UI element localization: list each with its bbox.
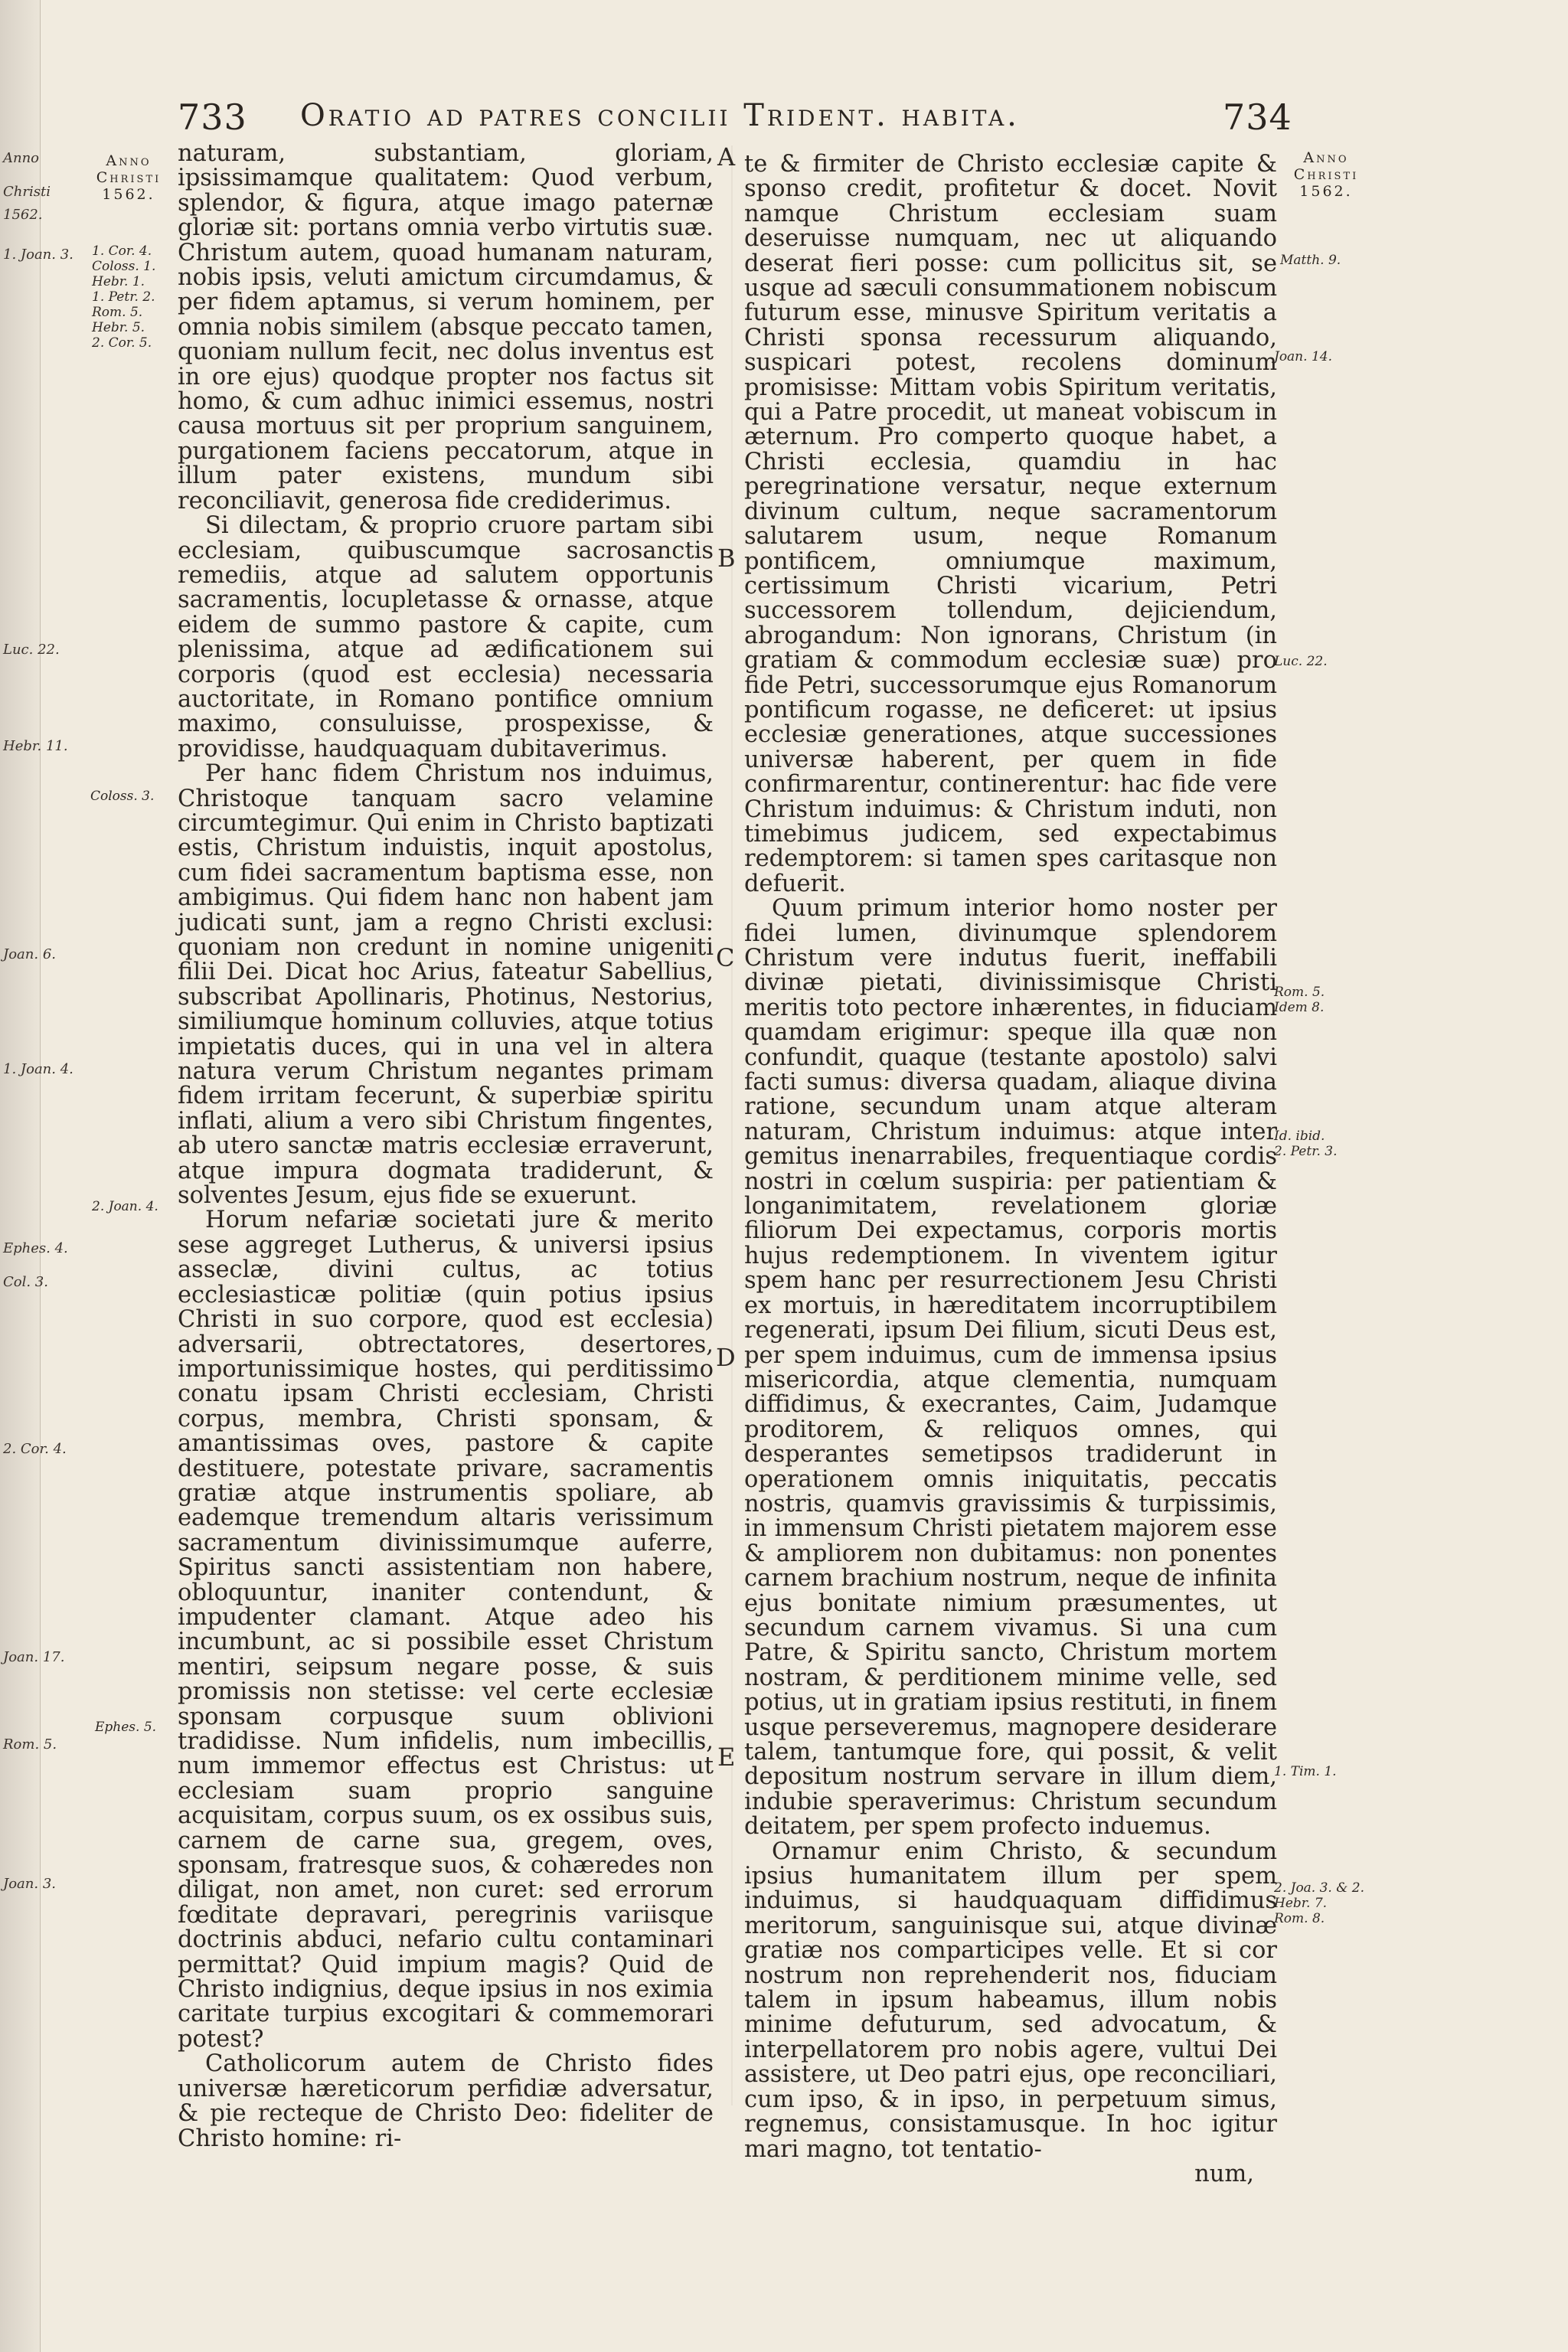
paragraph: Si dilectam, & proprio cruore partam sibi ecclesiam, quibuscumque sacrosanctis remediis, atque ad salutem opportunis sacramentis, locupletasse & ornasse, atque eidem de summo pastore & capite, cum plenissima, atque ad ædificationem sui corporis (quod est ecclesia) necessaria auctoritate, in Romano pontifice omnium maximo, consuluisse, prospexisse, & providisse, haudquaquam dubitaverimus. [178,512,714,763]
page-number-left: 733 [178,96,247,138]
prev-page-fragment: 1562. [3,207,43,223]
margin-note-right: Id. ibid. 2. Petr. 3. [1274,1129,1338,1159]
prev-page-fragment: Luc. 22. [3,642,60,658]
section-letter-d: D [716,1343,736,1372]
prev-page-fragment: Christi [3,184,51,200]
christi-label: Christi [1293,165,1359,183]
margin-note-right: Luc. 22. [1274,654,1328,669]
prev-page-fragment: Rom. 5. [3,1736,57,1753]
page-number-right: 734 [1223,96,1292,138]
prev-page-fragment: 1. Joan. 4. [3,1061,74,1077]
christi-label: Christi [96,168,162,186]
paragraph: Quum primum interior homo noster per fidei lumen, divinumque splendorem Christum vere indutus fuerit, ineffabili divinæ pietati, divinissimisque Christi meritis toto pectore inhærentes, in fiduciam quamdam erigimur: speque illa quæ non confundit, quaque (testante apostolo) salvi facti sumus: diversa quadam, aliaque divina ratione, secundum unam atque alteram naturam, Christum induimus: atque inter gemitus inenarrabiles, frequentiaque cordis nostri in cœlum suspiria: per patientiam & longanimitatem, revelationem gloriæ filiorum Dei expectamus, corporis mortis hujus redemptionem. In viventem igitur spem hanc per resurrectionem Jesu Christi ex mortuis, in hæreditatem incorruptibilem regenerati, ipsum Dei filium, sicuti Deus est, per spem induimus, cum de immensa ipsius misericordia, atque clementia, numquam diffidimus, & execrantes, Caim, Judamque proditorem, & reliquos omnes, qui desperantes semetipsos tradiderunt in operationem omnis iniquitatis, peccatis nostris, quamvis gravissimis & turpissimis, in immensum Christi pietatem majorem esse & ampliorem non dubitamus: non ponentes carnem brachium nostrum, neque de infinita ejus bonitate nimium præsumentes, ut secundum carnem vivamus. Si una cum Patre, & Spiritu sancto, Christum mortem nostram, & perditionem minime velle, sed potius, ut in gratiam ipsius restituti, in finem usque perseveremus, magnopere desiderare talem, tantumque fore, qui possit, & velit depositum nostrum servare in illum diem, indubie speraverimus: Christum secundum deitatem, per spem profecto induemus. [744,895,1277,1841]
margin-note-right: Rom. 5. Idem 8. [1274,985,1325,1015]
margin-note-right: Joan. 14. [1274,349,1332,364]
year-label: 1562. [1299,182,1353,200]
anno-christi-left [83,153,175,204]
paragraph: naturam, substantiam, gloriam, ipsissimamque qualitatem: Quod verbum, splendor, & figura, atque imago paternæ gloriæ sit: portans omnia verbo virtutis suæ. Christum autem, quoad humanam naturam, nobis ipsis, veluti amictum circumdamus, & per fidem aptamus, si verum hominem, per omnia nobis similem (absque peccato tamen, quoniam nullum fecit, nec dolus inventus est in ore ejus) quodque propter nos factus sit homo, & cum adhuc inimici essemus, nostri causa mortuus sit per proprium sanguinem, purgationem faciens peccatorum, atque in illum pater existens, mundum sibi reconciliavit, generosa fide crediderimus. [178,140,714,514]
section-letter-c: C [716,943,735,972]
paragraph: te & firmiter de Christo ecclesiæ capite & sponso credit, profitetur & docet. Novit namque Christum ecclesiam suam deseruisse numquam, nec ut aliquando deserat fieri posse: cum pollicitus sit, se usque ad sæculi consummationem nobiscum futurum esse, minusve Spiritum veritatis a Christi sponsa recessurum aliquando, suspicari potest, recolens dominum promisisse: Mittam vobis Spiritum veritatis, qui a Patre procedit, ut maneat vobiscum in æternum. Pro comperto quoque habet, a Christi ecclesia, quamdiu in hac peregrinatione versatur, neque externum divinum cultum, neque sacramentorum salutarem usum, neque Romanum pontificem, omniumque maximum, certissimum Christi vicarium, Petri successorem tollendum, dejiciendum, abrogandum: Non ignorans, Christum (in gratiam & commodum ecclesiæ suæ) pro fide Petri, successorumque ejus Romanorum pontificum rogasse, ne deficeret: ut ipsius ecclesiæ generationes, atque successiones universæ haberent, per quem in fide confirmarentur, continerentur: hac fide vere Christum induimus: & Christum induti, non timebimus judicem, sed expectabimus redemptorem: si tamen spes caritasque non defuerit. [744,151,1277,897]
running-title: Oratio ad patres concilii Trident. habita. [300,98,1020,133]
right-column [744,152,1277,2187]
prev-page-fragment: Joan. 17. [3,1649,65,1665]
paragraph: Horum nefariæ societati jure & merito sese aggreget Lutherus, & universi ipsius asseclæ, divini cultus, ac totius ecclesiasticæ politiæ (quin potius ipsius Christi in suo corpore, quod est ecclesia) adversarii, obtrectatores, desertores, importunissimique hostes, qui perditissimo conatu ipsam Christi ecclesiam, Christi corpus, membra, Christi sponsam, & amantissimas oves, pastore & capite destituere, potestate privare, sacramentis gratiæ atque instrumentis spoliare, ab eademque tremendum altaris verissimum sacramentum divinissimumque auferre, Spiritus sancti assistentiam non habere, obloquuntur, inaniter contendunt, & impudenter clamant. Atque adeo his incumbunt, ac si possibile esset Christum mentiri, seipsum negare posse, & suis promissis non stetisse: vel certe ecclesiæ sponsam corpusque suum oblivioni tradidisse. Num infidelis, num imbecillis, num immemor effectus est Christus: ut ecclesiam suam proprio sanguine acquisitam, corpus suum, os ex ossibus suis, carnem de carne sua, gregem, oves, sponsam, fratresque suos, & cohæredes non diligat, non amet, non curet: sed errorum fœditate depravari, peregrinis variisque doctrinis abduci, nefario cultu contaminari permittat? Quid impium magis? Quid de Christo indignius, deque ipsius in nos eximia caritate turpius excogitari & commemorari potest? [178,1207,714,2053]
margin-note-right: 1. Tim. 1. [1274,1764,1337,1779]
section-letter-b: B [717,544,736,573]
left-column [178,142,714,2151]
prev-page-fragment: Anno [3,150,40,166]
year-label: 1562. [102,185,155,203]
prev-page-fragment: Ephes. 4. [3,1240,68,1256]
previous-page-edge [0,0,74,2352]
prev-page-fragment: Joan. 6. [3,946,56,962]
page-header [178,96,1326,139]
prev-page-fragment: Col. 3. [3,1274,48,1290]
paragraph: Catholicorum autem de Christo fides universæ hæreticorum perfidiæ adversatur, & pie recteque de Christo Deo: fideliter de Christo homine: ri- [178,2050,714,2152]
margin-note-left: Coloss. 3. [90,789,155,804]
section-letter-a: A [717,142,736,172]
margin-note-left: Ephes. 5. [95,1720,157,1735]
catchword: num, [1194,2160,1254,2187]
prev-page-fragment: 2. Cor. 4. [3,1441,67,1457]
prev-page-fragment: Joan. 3. [3,1876,56,1892]
margin-note-left: 1. Cor. 4. Coloss. 1. Hebr. 1. 1. Petr. 2. Rom. 5. Hebr. 5. 2. Cor. 5. [92,243,156,351]
prev-page-fragment: Hebr. 11. [3,738,68,754]
anno-label: Anno [1303,149,1349,166]
margin-note-left: 2. Joan. 4. [92,1199,158,1214]
margin-note-right: Matth. 9. [1280,253,1341,268]
prev-page-fragment: 1. Joan. 3. [3,247,74,263]
paragraph: Per hanc fidem Christum nos induimus, Christoque tanquam sacro velamine circumtegimur. Qui enim in Christo baptizati estis, Christum induistis, inquit apostolus, cum fidei sacramentum baptisma esse, non ambigimus. Qui fidem hanc non habent jam judicati sunt, jam a regno Christi exclusi: quoniam non credunt in nomine unigeniti filii Dei. Dicat hoc Arius, fateatur Sabellius, subscribat Apollinaris, Photinus, Nestorius, similiumque hominum colluvies, atque totius impietatis duces, qui in una vel in altera natura verum Christum negantes primam fidem irritam fecerunt, & superbiæ spiritu inflati, alium a vero sibi Christum fingentes, ab utero sanctæ matris ecclesiæ erraverunt, atque impura dogmata tradiderunt, & solventes Jesum, ejus fide se exuerunt. [178,760,714,1210]
margin-note-right: 2. Joa. 3. & 2. Hebr. 7. Rom. 8. [1274,1880,1364,1926]
anno-christi-right [1280,150,1372,201]
column-gutter [731,145,733,2105]
section-letter-e: E [717,1743,736,1772]
paragraph: Ornamur enim Christo, & secundum ipsius humanitatem illum per spem induimus, si haudquaquam diffidimus meritorum, sanguinisque sui, atque divinæ gratiæ nos comparticipes velle. Et si cor nostrum non reprehenderit nos, fiduciam talem in ipsum habeamus, illum nobis minime defuturum, sed advocatum, & interpellatorem pro nobis agere, vultui Dei assistere, ut Deo patri ejus, ope reconciliari, cum ipso, & in ipso, in perpetuum simus, regnemus, consistamusque. In hoc igitur mari magno, tot tentatio- [744,1838,1277,2163]
anno-label: Anno [106,152,152,169]
